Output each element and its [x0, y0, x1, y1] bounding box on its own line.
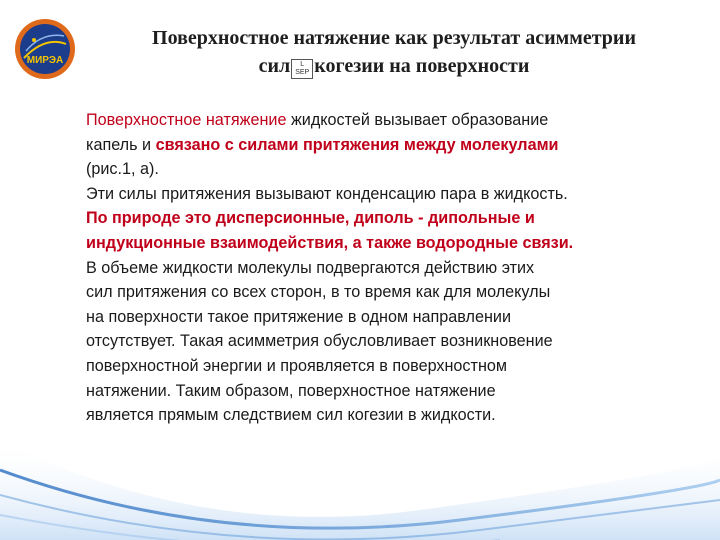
- body-line: Поверхностное натяжение жидкостей вызывает образование: [86, 111, 549, 129]
- body-line: является прямым следствием сил когезии в жидкости.: [86, 406, 496, 425]
- body-line-highlight: индукционные взаимодействия, а также водородные связи.: [86, 233, 574, 252]
- body-line: натяжении. Таким образом, поверхностное натяжение: [86, 381, 496, 400]
- highlight-term: Поверхностное натяжение: [86, 111, 287, 129]
- body-line: капель и связано с силами притяжения между молекулами: [86, 135, 559, 154]
- body-line: (рис.1, а).: [86, 160, 159, 179]
- body-line: В объеме жидкости молекулы подвергаются действию этих: [86, 258, 535, 277]
- body-line: Эти силы притяжения вызывают конденсацию пара в жидкость.: [86, 184, 568, 203]
- title-line-2: [84, 52, 704, 80]
- logo-text: МИРЭА: [26, 55, 64, 66]
- title-line-2-post: когезии на поверхности: [314, 55, 530, 77]
- body-line: отсутствует. Такая асимметрия обусловливает возникновение: [86, 332, 553, 351]
- body-line: на поверхности такое притяжение в одном направлении: [86, 307, 512, 326]
- body-line-highlight: По природе это дисперсионные, диполь - дипольные и: [86, 209, 535, 228]
- body-line: поверхностной энергии и проявляется в поверхностном: [86, 356, 508, 375]
- slide-body: [86, 108, 696, 428]
- title-line-2-pre: сил: [258, 55, 291, 77]
- slide-title: [84, 24, 704, 80]
- body-line: сил притяжения со всех сторон, в то время как для молекулы: [86, 283, 551, 302]
- highlight-phrase: связано с силами притяжения между молекулами: [155, 135, 559, 154]
- bottom-wave-decoration: [0, 400, 720, 540]
- sep-placeholder-glyph: L SEP: [291, 59, 313, 79]
- title-line-1: Поверхностное натяжение как результат асимметрии: [152, 27, 636, 49]
- university-emblem-icon: [14, 18, 76, 80]
